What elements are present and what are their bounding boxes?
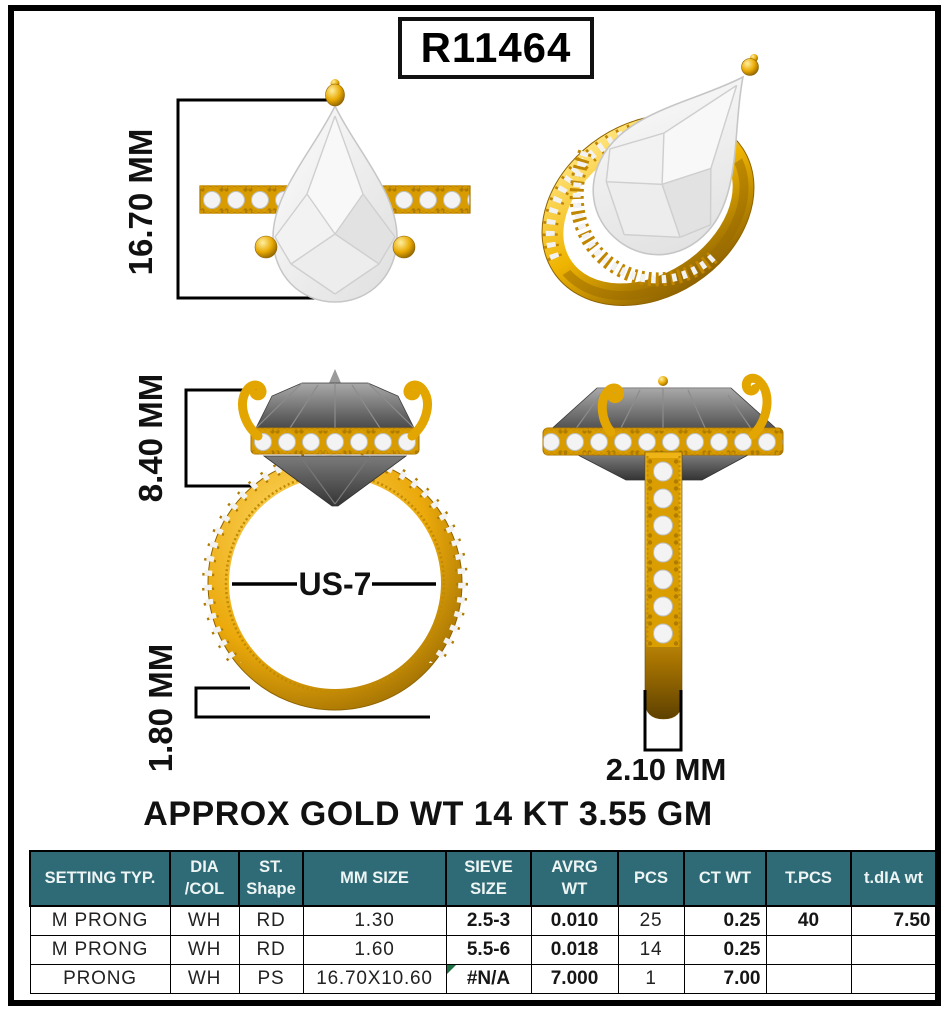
cell-t-dia-wt <box>851 965 936 994</box>
cell-setting: M PRONG <box>30 936 170 965</box>
gallery-pave-bar <box>251 428 419 454</box>
cell-sieve: 2.5-3 <box>446 906 531 936</box>
cell-pcs: 14 <box>618 936 684 965</box>
design-number-box <box>398 17 594 79</box>
header-row <box>30 851 936 906</box>
dim-label-band-thickness: 1.80 MM <box>142 643 179 773</box>
dim-label-head-height: 8.40 MM <box>132 373 169 503</box>
view-front <box>132 369 462 772</box>
design-number: R11464 <box>420 24 572 71</box>
view-side <box>543 376 783 787</box>
halo-pave-bar <box>543 428 783 455</box>
stone-spec-table <box>29 850 937 994</box>
prong-ball-right <box>393 236 415 258</box>
cell-mm-size: 16.70X10.60 <box>303 965 446 994</box>
col-pcs: PCS <box>618 851 684 906</box>
cell-ct-wt: 0.25 <box>684 906 766 936</box>
cell-mm-size: 1.60 <box>303 936 446 965</box>
cell-shape: RD <box>239 906 303 936</box>
col-setting-type: SETTING TYP. <box>30 851 170 906</box>
col-t-pcs: T.PCS <box>766 851 851 906</box>
shank-pave <box>647 458 680 647</box>
col-ct-wt: CT WT <box>684 851 766 906</box>
cell-shape: RD <box>239 936 303 965</box>
cell-avrg-wt: 0.018 <box>531 936 618 965</box>
col-stone-shape: ST. Shape <box>239 851 303 906</box>
dim-label-shank-width: 2.10 MM <box>605 752 727 787</box>
prong-ball-tip <box>742 59 759 76</box>
cell-t-pcs: 40 <box>766 906 851 936</box>
dim-label-stone-length: 16.70 MM <box>122 128 159 276</box>
table-row <box>30 906 936 936</box>
gold-weight-note: APPROX GOLD WT 14 KT 3.55 GM <box>143 795 713 833</box>
prong-ball-tip <box>326 84 345 106</box>
col-mm-size: MM SIZE <box>303 851 446 906</box>
cell-t-pcs <box>766 936 851 965</box>
cell-setting: PRONG <box>30 965 170 994</box>
cell-pcs: 25 <box>618 906 684 936</box>
col-t-dia-wt: t.dIA wt <box>851 851 936 906</box>
cell-dia-col: WH <box>170 936 239 965</box>
cell-dia-col: WH <box>170 906 239 936</box>
col-dia-col: DIA /COL <box>170 851 239 906</box>
cell-setting: M PRONG <box>30 906 170 936</box>
col-avrg-wt: AVRG WT <box>531 851 618 906</box>
cell-ct-wt: 0.25 <box>684 936 766 965</box>
cell-ct-wt: 7.00 <box>684 965 766 994</box>
cell-mm-size: 1.30 <box>303 906 446 936</box>
table-row <box>30 965 936 994</box>
cell-t-pcs <box>766 965 851 994</box>
cell-sieve: #N/A <box>446 965 531 994</box>
view-perspective <box>506 38 795 345</box>
cell-avrg-wt: 0.010 <box>531 906 618 936</box>
table-row <box>30 936 936 965</box>
cell-shape: PS <box>239 965 303 994</box>
cell-t-dia-wt <box>851 936 936 965</box>
cell-pcs: 1 <box>618 965 684 994</box>
ring-size-label: US-7 <box>298 566 372 602</box>
cell-sieve: 5.5-6 <box>446 936 531 965</box>
col-sieve-size: SIEVE SIZE <box>446 851 531 906</box>
cell-dia-col: WH <box>170 965 239 994</box>
excel-error-indicator <box>447 965 456 974</box>
pear-stone <box>273 106 397 302</box>
prong-ball-left <box>255 236 277 258</box>
cell-avrg-wt: 7.000 <box>531 965 618 994</box>
view-top <box>122 79 470 302</box>
cell-t-dia-wt: 7.50 <box>851 906 936 936</box>
center-stone-side <box>548 388 780 432</box>
